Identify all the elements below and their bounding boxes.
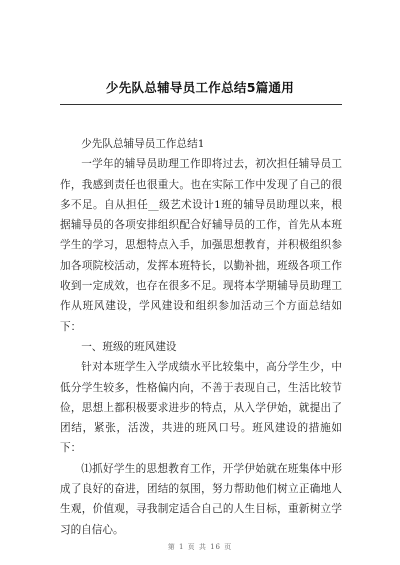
subheading-class-style: 一、班级的班风建设 xyxy=(81,340,177,353)
paragraph-intro: 一学年的辅导员助理工作即将过去，初次担任辅导员工作，我感到责任也很重大。也在实际工作中发现了自己的很多不足。自从担任__级艺术设计1班的辅导员助理以来，根据辅导员的各项安排组织配合好辅导员的工作，首先从本班学生的学习，思想特点入手，加强思想教育，并积极组织参加各项院校活动，发挥本班特长，以勤补拙，班级各项工作收到一定成效，也存在很多不足。现将本学期辅导员助理工作从班风建设，学风建设和组织参加活动三个方面总结如下： xyxy=(60,158,342,333)
document-body xyxy=(60,134,342,540)
document-title: 少先队总辅导员工作总结5篇通用 xyxy=(105,80,295,95)
paragraph-measure-1: ⑴抓好学生的思想教育工作，开学伊始就在班集体中形成了良好的奋进，团结的氛围，努力帮助他们树立正确地人生观，价值观，寻我制定适合自己的人生目标，重新树立学习的自信心。 xyxy=(60,462,342,536)
paragraph-class-style: 针对本班学生入学成绩水平比较集中，高分学生少，中低分学生较多，性格偏内向，不善于表现自己，生活比较节俭，思想上都积极要求进步的特点，从入学伊始，就提出了团结，紧张，活泼，共进的班风口号。班风建设的措施如下： xyxy=(60,361,342,455)
section-heading: 少先队总辅导员工作总结1 xyxy=(81,138,205,150)
page-footer: 第 1 页 共 16 页 xyxy=(167,543,233,551)
title-divider xyxy=(60,104,342,105)
